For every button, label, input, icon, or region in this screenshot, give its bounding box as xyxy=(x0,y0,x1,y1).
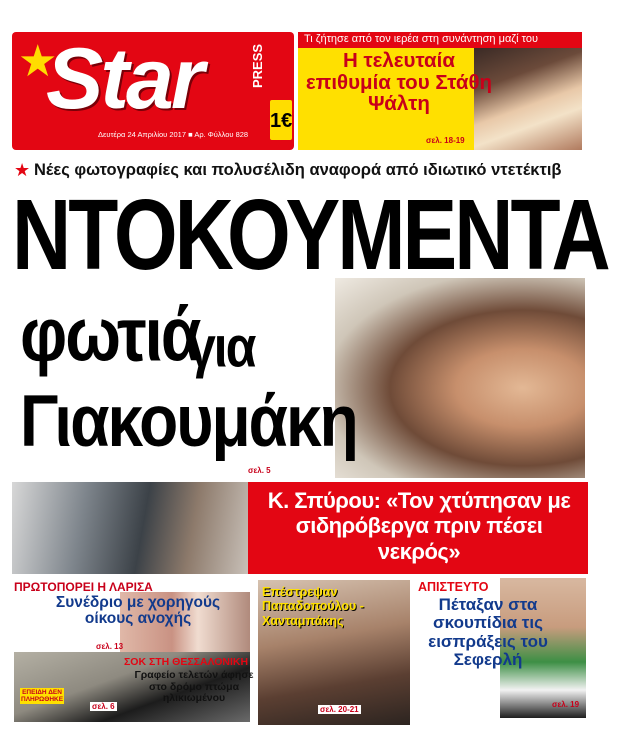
bottom-left-page-ref: σελ. 13 xyxy=(96,642,124,651)
bottom-left-subheadline[interactable]: Γραφείο τελετών άφησε στο δρόμο πτώμα ηλικιωμένου xyxy=(134,669,254,705)
logo: Star xyxy=(46,32,202,127)
separator-icon: ■ xyxy=(188,130,195,139)
bottom-right-headline[interactable]: Πέταξαν στα σκουπίδια τις εισπράξεις του Σεφερλή xyxy=(428,595,548,670)
main-headline-line1[interactable]: ΝΤΟΚΟΥΜΕΝΤΑ xyxy=(12,179,608,291)
bottom-middle-page-ref: σελ. 20-21 xyxy=(320,705,359,714)
issue-date: Δευτέρα 24 Απριλίου 2017 xyxy=(98,130,187,139)
price: 1€ xyxy=(270,110,293,132)
bottom-right-page-ref: σελ. 19 xyxy=(552,700,580,709)
main-photo xyxy=(335,278,585,478)
star-icon: ★ xyxy=(14,160,31,180)
main-kicker: Νέες φωτογραφίες και πολυσέλιδη αναφορά από ιδιωτικό ντετέκτιβ xyxy=(34,161,562,179)
main-page-ref: σελ. 5 xyxy=(248,466,271,475)
main-headline-line3[interactable]: Γιακουμάκη xyxy=(20,379,357,463)
main-headline-line2b[interactable]: για xyxy=(188,314,255,379)
issue-number: Αρ. Φύλλου 828 xyxy=(194,130,249,139)
bottom-middle-headline[interactable]: Επέστρεψαν Παπαδοπούλου - Χανταμπάκης xyxy=(262,585,364,628)
masthead xyxy=(12,32,294,150)
issue-info xyxy=(98,130,248,139)
price-box xyxy=(270,100,292,140)
bottom-left-kicker-2: ΣΟΚ ΣΤΗ ΘΕΣΣΑΛΟΝΙΚΗ xyxy=(124,656,249,668)
teaser-kicker: Τι ζήτησε από τον ιερέα στη συνάντηση μαζί του xyxy=(298,32,582,48)
bottom-right-kicker: ΑΠΙΣΤΕΥΤΟ xyxy=(418,580,489,594)
star-icon: ★ xyxy=(18,37,58,86)
teaser-page-ref: σελ. 18-19 xyxy=(426,136,465,145)
main-headline-line2a[interactable]: φωτιά xyxy=(20,291,200,377)
logo-press: PRESS xyxy=(250,43,265,88)
teaser-story[interactable] xyxy=(298,32,582,150)
second-story-headline: Κ. Σπύρου: «Τον χτύπησαν με σιδηρόβεργα πριν πέσει νεκρός» xyxy=(267,488,571,564)
second-story-photo xyxy=(12,482,248,574)
bottom-left-headline[interactable]: Συνέδριο με χορηγούς οίκους ανοχής xyxy=(55,594,221,628)
bottom-left-tag: ΕΠΕΙΔΗ ΔΕΝ ΠΛΗΡΩΘΗΚΕ xyxy=(21,689,64,704)
bottom-left-kicker: ΠΡΩΤΟΠΟΡΕΙ Η ΛΑΡΙΣΑ xyxy=(14,580,153,594)
teaser-headline: Η τελευταία επιθυμία του Στάθη Ψάλτη xyxy=(305,49,493,116)
bottom-left-page-ref-2: σελ. 6 xyxy=(92,702,115,711)
second-story[interactable] xyxy=(12,482,588,574)
